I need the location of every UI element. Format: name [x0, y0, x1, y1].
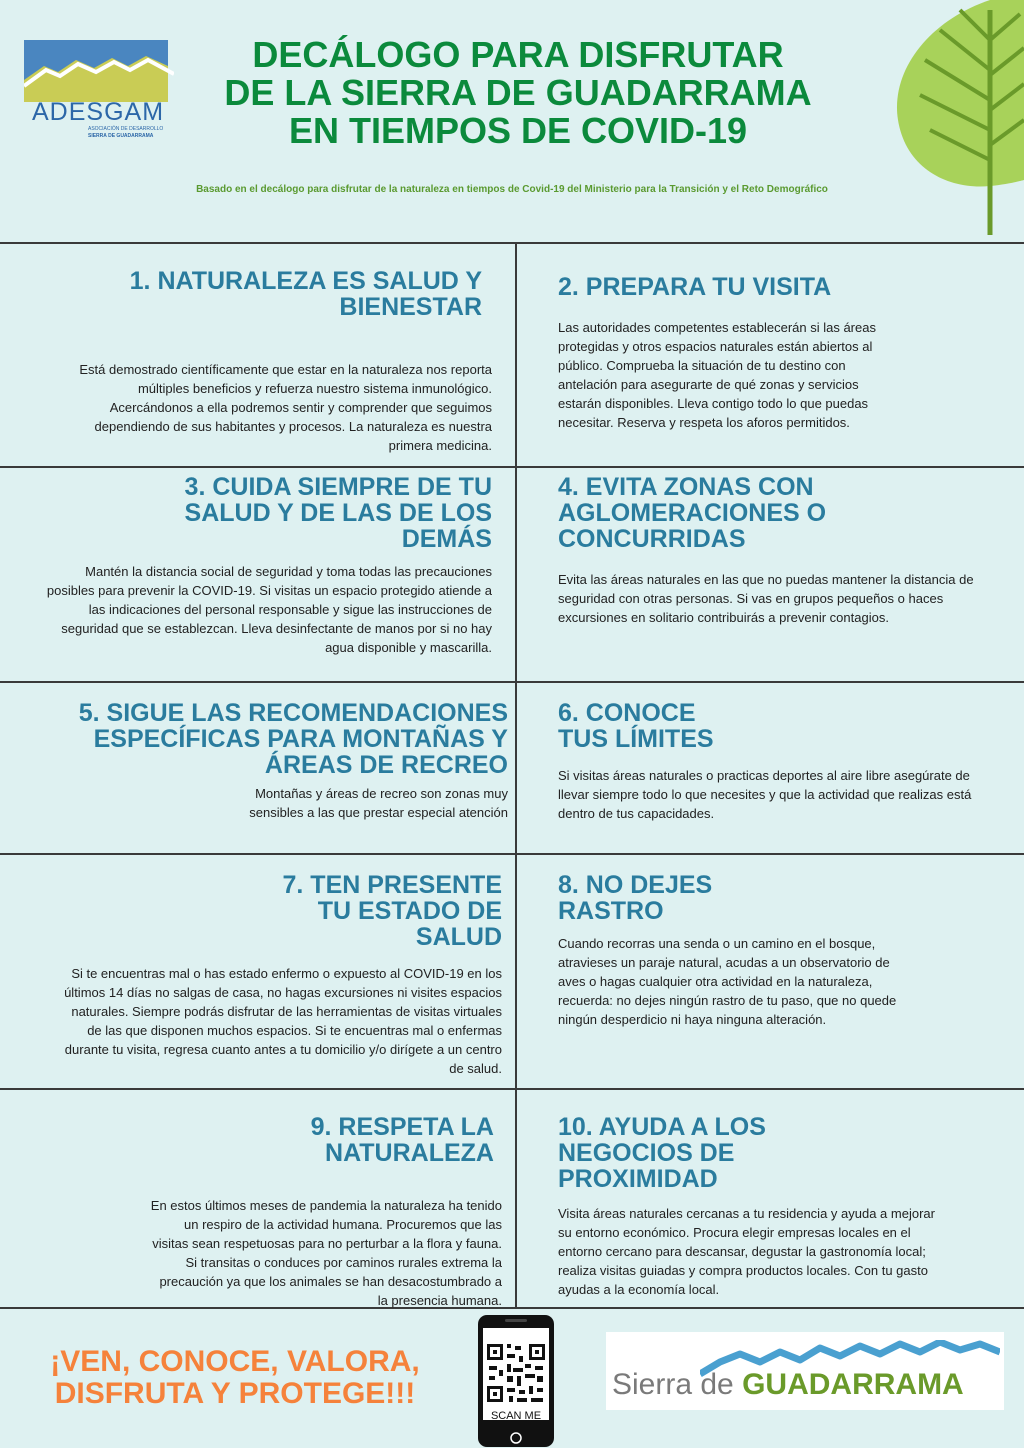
divider: [0, 1088, 1024, 1090]
decalogue-item-6: [558, 700, 994, 823]
divider: [0, 853, 1024, 855]
item-title: 9. RESPETA LA NATURALEZA: [310, 1113, 494, 1167]
decalogue-item-5: [40, 700, 508, 822]
sierra-guadarrama-wordmark: Sierra de GUADARRAMA: [612, 1368, 964, 1401]
item-text: Cuando recorras una senda o un camino en el bosque, atravieses un paraje natural, acudas a un observatorio de aves o hagas cualquier otra actividad en la naturaleza, recuerda: no dejes ningún rastro de tu paso, que no quede ningún desperdicio ni haya ninguna alteración.: [558, 936, 897, 1027]
item-title: 8. NO DEJES RASTRO: [558, 871, 713, 925]
item-title: 2. PREPARA TU VISITA: [558, 273, 832, 301]
logo-name: ADESGAM: [32, 98, 165, 126]
item-text: Está demostrado científicamente que estar en la naturaleza nos reporta múltiples beneficios y refuerza nuestro sistema inmunológico. Acercándonos a ella podremos sentir y comprender que seguimos dependiendo de sus habitantes y procesos. La naturaleza es nuestra primera medicina.: [79, 362, 492, 453]
qr-code-phone-icon: [477, 1314, 555, 1448]
decalogue-item-9: [150, 1114, 502, 1310]
decalogue-item-10: [558, 1114, 948, 1299]
divider: [0, 242, 1024, 244]
logo-subtitle: SIERRA DE GUADARRAMA: [88, 133, 154, 139]
decalogue-item-3: [40, 474, 492, 657]
decalogue-item-4: [558, 474, 978, 627]
item-text: Mantén la distancia social de seguridad y toma todas las precauciones posibles para prevenir la COVID-19. Si visitas un espacio protegido atiende a las indicaciones del personal responsable y sigue las instrucciones de seguridad que se establezcan. Lleva desinfectante de manos por si no hay agua disponible y mascarilla.: [46, 564, 492, 655]
decalogue-item-1: [60, 268, 492, 455]
divider: [0, 681, 1024, 683]
item-text: Si te encuentras mal o has estado enfermo o expuesto al COVID-19 en los últimos 14 días no salgas de casa, no hagas excursiones ni visites espacios naturales. Siempre podrás disfrutar de las herramientas de visitas virtuales de las que disponen muchos espacios. Si te encuentras mal o enfermas durante tu visita, regresa cuanto antes a tu domicilio y/o dirígete a un centro de salud.: [64, 966, 502, 1076]
item-text: Evita las áreas naturales en las que no puedas mantener la distancia de seguridad con otras personas. Si vas en grupos pequeños o haces excursiones en solitario contribuirás a prevenir contagios.: [558, 572, 974, 625]
item-title: 10. AYUDA A LOS NEGOCIOS DE PROXIMIDAD: [558, 1113, 766, 1193]
decalogue-item-8: [558, 872, 918, 1029]
item-text: Las autoridades competentes establecerán si las áreas protegidas y otros espacios naturales están abiertos al público. Comprueba la situación de tu destino con antelación para asegurarte de qué zonas y servicios estarán disponibles. Lleva contigo todo lo que puedas necesitar. Reserva y respeta los aforos permitidos.: [558, 320, 876, 430]
item-text: Si visitas áreas naturales o practicas deportes al aire libre asegúrate de llevar siempre todo lo que necesites y que la actividad que realizas está dentro de tus capacidades.: [558, 768, 972, 821]
scan-me-label: SCAN ME: [490, 1410, 542, 1422]
item-title: 7. TEN PRESENTE TU ESTADO DE SALUD: [282, 871, 502, 951]
decalogue-item-2: [558, 274, 898, 432]
divider: [0, 466, 1024, 468]
page-title: DECÁLOGO PARA DISFRUTAR DE LA SIERRA DE GUADARRAMA EN TIEMPOS DE COVID-19: [224, 34, 812, 151]
slogan: ¡VEN, CONOCE, VALORA, DISFRUTA Y PROTEGE!!!: [50, 1345, 420, 1410]
item-text: Visita áreas naturales cercanas a tu residencia y ayuda a mejorar su entorno económico. Procura elegir empresas locales en el entorno cercano para descansar, degustar la gastronomía local; realiza visitas guiadas y compra productos locales. Con tu gasto ayudas a la economía local.: [558, 1206, 935, 1297]
decalogue-item-7: [60, 872, 502, 1078]
item-title: 1. NATURALEZA ES SALUD Y BIENESTAR: [129, 267, 482, 321]
logo-subtitle: ASOCIACIÓN DE DESARROLLO: [88, 126, 164, 132]
item-text: Montañas y áreas de recreo son zonas muy sensibles a las que prestar especial atención: [249, 786, 508, 820]
item-title: 5. SIGUE LAS RECOMENDACIONES ESPECÍFICAS PARA MONTAÑAS Y ÁREAS DE RECREO: [78, 699, 508, 779]
item-title: 4. EVITA ZONAS CON AGLOMERACIONES O CONCURRIDAS: [558, 473, 827, 553]
item-text: En estos últimos meses de pandemia la naturaleza ha tenido un respiro de la actividad humana. Procuremos que las visitas sean respetuosas para no perturbar a la flora y fauna. Si transitas o conduces por caminos rurales extrema la precaución ya que los animales se han desacostumbrado a la presencia humana.: [150, 1198, 502, 1308]
divider: [515, 242, 517, 1309]
item-title: 3. CUIDA SIEMPRE DE TU SALUD Y DE LAS DE LOS DEMÁS: [184, 473, 492, 553]
leaf-icon: [890, 0, 1024, 240]
subtitle: Basado en el decálogo para disfrutar de la naturaleza en tiempos de Covid-19 del Ministerio para la Transición y el Reto Demográfico: [196, 184, 828, 195]
item-title: 6. CONOCE TUS LÍMITES: [558, 699, 714, 753]
